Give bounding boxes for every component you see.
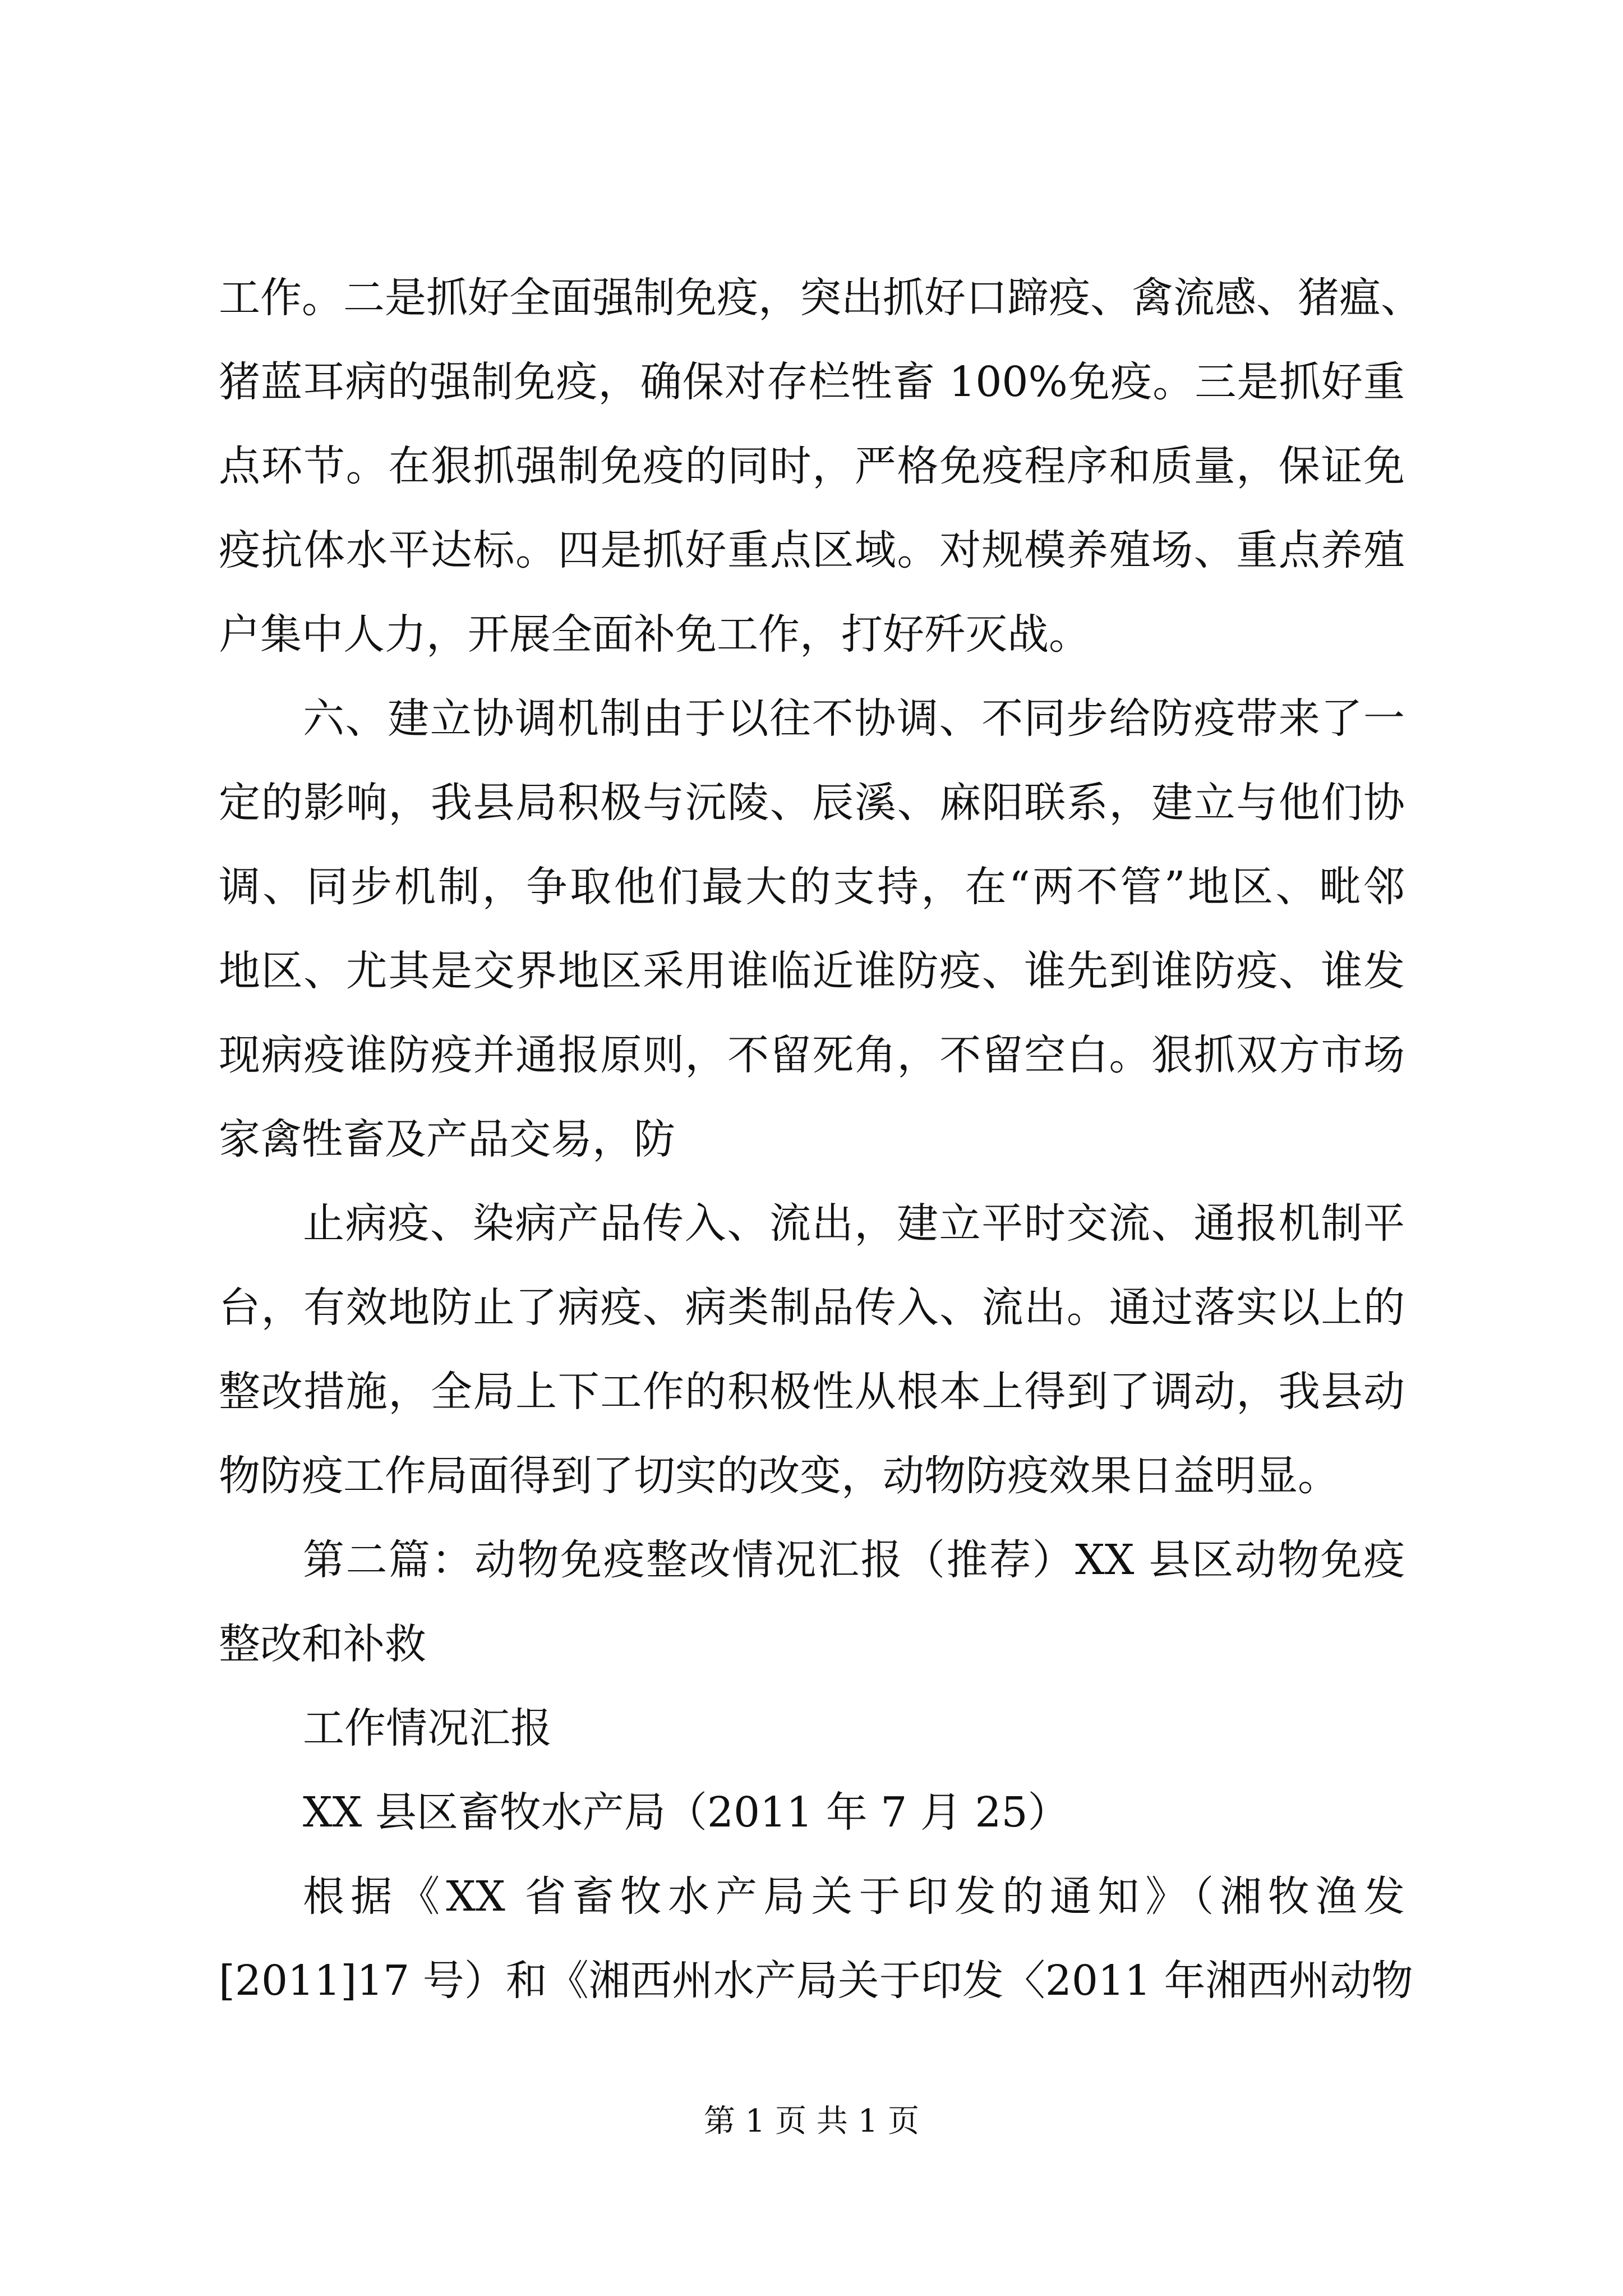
text-line: 地区、尤其是交界地区采用谁临近谁防疫、谁先到谁防疫、谁发 [219, 947, 1405, 995]
text-line: 调、同步机制，争取他们最大的支持，在“两不管”地区、毗邻 [219, 863, 1405, 911]
text-line: 第二篇：动物免疫整改情况汇报（推荐）XX 县区动物免疫 [303, 1536, 1405, 1584]
text-line: [2011]17 号）和《湘西州水产局关于印发〈2011 年湘西州动物 [219, 1957, 1413, 2005]
text-line: XX 县区畜牧水产局（2011 年 7 月 25） [303, 1788, 1069, 1837]
text-line: 家禽牲畜及产品交易，防 [219, 1115, 675, 1163]
text-line: 点环节。在狠抓强制免疫的同时，严格免疫程序和质量，保证免 [219, 442, 1405, 490]
text-line: 工作。二是抓好全面强制免疫，突出抓好口蹄疫、禽流感、猪瘟、 [219, 274, 1422, 322]
text-line: 户集中人力，开展全面补免工作，打好歼灭战。 [219, 610, 1090, 659]
text-line: 六、建立协调机制由于以往不协调、不同步给防疫带来了一 [303, 694, 1405, 743]
text-line: 现病疫谁防疫并通报原则，不留死角，不留空白。狠抓双方市场 [219, 1031, 1405, 1079]
text-line: 整改和补救 [219, 1620, 426, 1668]
text-line: 止病疫、染病产品传入、流出，建立平时交流、通报机制平 [303, 1199, 1405, 1248]
text-line: 工作情况汇报 [303, 1704, 552, 1752]
text-line: 猪蓝耳病的强制免疫，确保对存栏牲畜 100%免疫。三是抓好重 [219, 358, 1405, 406]
page-footer: 第 1 页 共 1 页 [703, 2103, 920, 2139]
text-line: 定的影响，我县局积极与沅陵、辰溪、麻阳联系，建立与他们协 [219, 779, 1405, 827]
text-line: 物防疫工作局面得到了切实的改变，动物防疫效果日益明显。 [219, 1452, 1339, 1500]
text-line: 疫抗体水平达标。四是抓好重点区域。对规模养殖场、重点养殖 [219, 526, 1405, 574]
text-line: 台，有效地防止了病疫、病类制品传入、流出。通过落实以上的 [219, 1283, 1405, 1332]
text-line: 根据《XX 省畜牧水产局关于印发的通知》（湘牧渔发 [303, 1872, 1405, 1921]
document-body [219, 256, 1422, 2023]
text-line: 整改措施，全局上下工作的积极性从根本上得到了调动，我县动 [219, 1368, 1405, 1416]
